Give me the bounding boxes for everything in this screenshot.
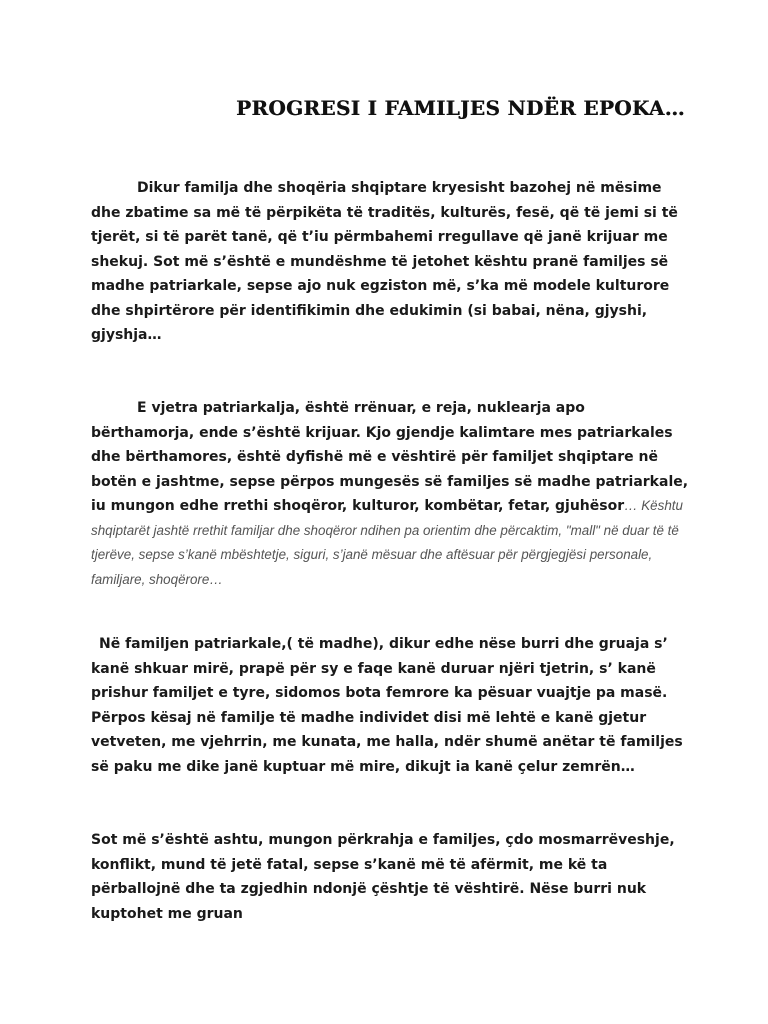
paragraph-2 (91, 396, 691, 592)
paragraph-4: Sot më s’është ashtu, mungon përkrahja e familjes, çdo mosmarrëveshje, konflikt, mund të jetë fatal, sepse s’kanë më të afërmit, me kë ta përballojnë dhe ta zgjedhin ndonjë çështje të vështirë. Nëse burri nuk kuptohet me gruan (91, 832, 675, 922)
paragraph-3-text: Në familjen patriarkale,( të madhe), dikur edhe nëse burri dhe gruaja s’ kanë shkuar mirë, prapë për sy e faqe kanë duruar njëri tjetrin, s’ kanë prishur familjet e tyre, sidomos bota femrore ka pësuar vuajtje pa masë. Përpos kësaj në familje të madhe individet disi më lehtë e kanë gjetur vetveten, me vjehrrin, me kunata, me halla, ndër shumë anëtar të familjes së paku me dike janë kuptuar më mire, dikujt ia kanë çelur zemrën… (91, 636, 683, 775)
paragraph-2-bold-text: E vjetra patriarkalja, është rrënuar, e reja, nuklearja apo bërthamorja, ende s’është krijuar. Kjo gjendje kalimtare mes patriarkales dhe bërthamores, është dyfishë më e vështirë për familjet shqiptare në botën e jashtme, sepse përpos mungesës së familjes së madhe patriarkale, iu mungon edhe rrethi shoqëror, kulturor, kombëtar, fetar, gjuhësor (91, 400, 689, 514)
document-title: PROGRESI I FAMILJES NDËR EPOKA… (236, 96, 685, 120)
paragraph-2-italic-text: … Kështu shqiptarët jashtë rrethit familjar dhe shoqëror ndihen pa orientim dhe përcaktim, "mall" në duar të të tjerëve, sepse s’kanë mbështetje, siguri, s’janë mësuar dhe aftësuar për përgjegjësi personale, familjare, shoqërore… (91, 498, 683, 587)
paragraph-3 (91, 632, 691, 779)
paragraph-1: Dikur familja dhe shoqëria shqiptare kryesisht bazohej në mësime dhe zbatime sa më të përpikëta të traditës, kulturës, fesë, që të jemi si të tjerët, si të parët tanë, që t’iu përmbahemi rregullave që janë krijuar me shekuj. Sot më s’është e mundëshme të jetohet kështu pranë familjes së madhe patriarkale, sepse ajo nuk egziston më, s’ka më modele kulturore dhe shpirtërore për identifikimin dhe edukimin (si babai, nëna, gjyshi, gjyshja… (91, 180, 678, 343)
